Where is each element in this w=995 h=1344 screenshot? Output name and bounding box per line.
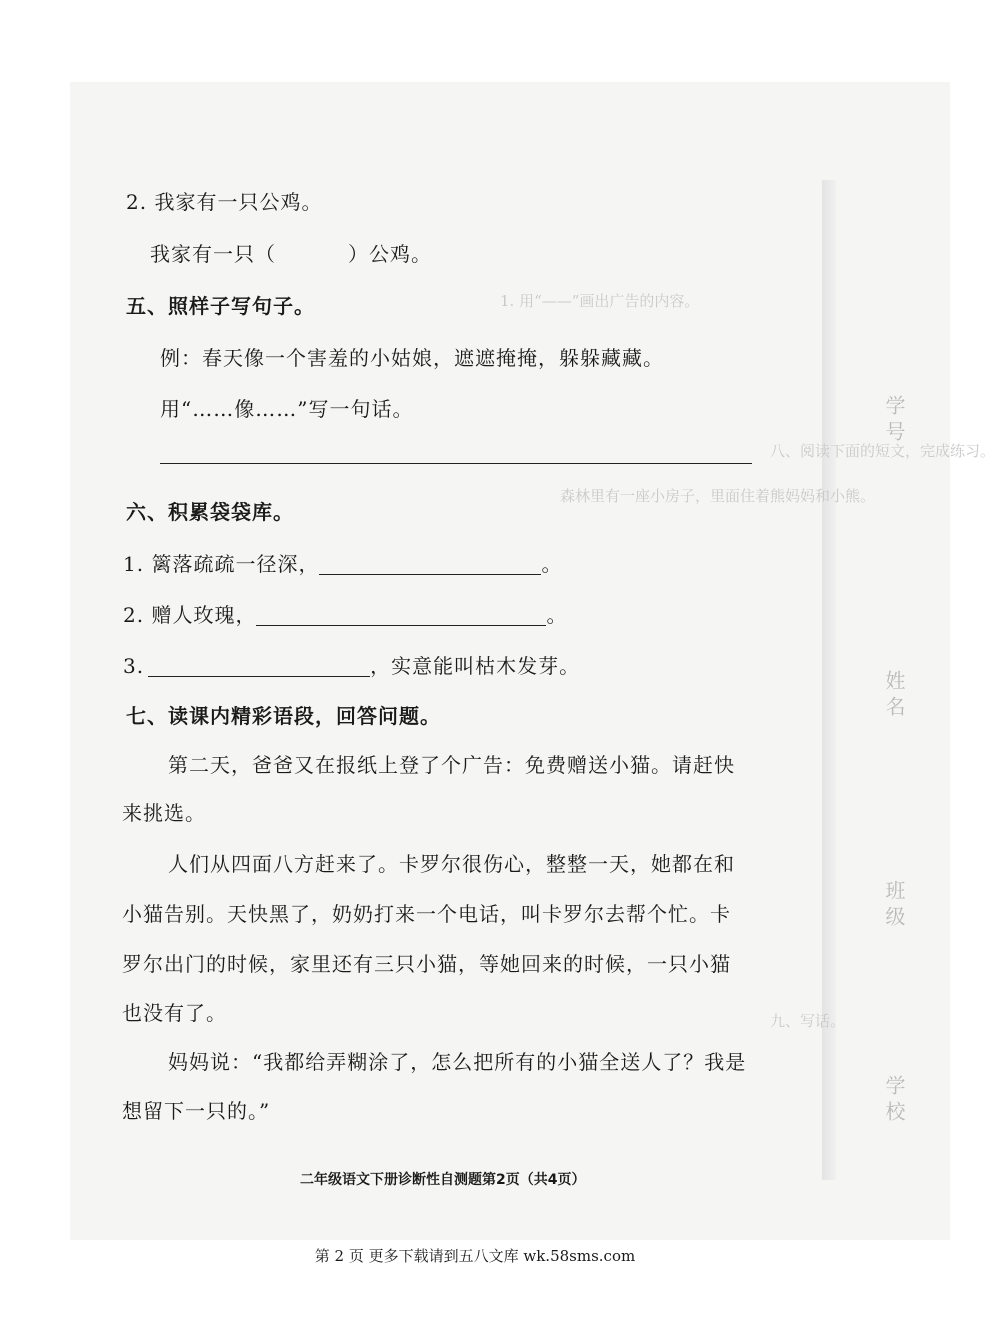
bleed-through-text: 八、阅读下面的短文，完成练习。 bbox=[770, 442, 995, 460]
bleed-through-text: 九、写话。 bbox=[770, 1012, 846, 1030]
q7-para2-line4: 也没有了。 bbox=[122, 1001, 227, 1025]
item1-end: 。 bbox=[541, 552, 563, 576]
side-label-class: 班级 bbox=[882, 880, 906, 932]
q6-item1 bbox=[123, 548, 562, 577]
item2-blank[interactable] bbox=[256, 605, 546, 626]
side-label-student-id: 学号 bbox=[882, 395, 906, 447]
item1-blank[interactable] bbox=[319, 554, 541, 575]
q7-heading: 七、读课内精彩语段，回答问题。 bbox=[126, 704, 441, 728]
item3-end: ，实意能叫枯木发芽。 bbox=[370, 654, 581, 678]
q7-para2-line2: 小猫告别。天快黑了，奶奶打来一个电话，叫卡罗尔去帮个忙。卡 bbox=[122, 902, 731, 926]
q5-instruction: 用“……像……”写一句话。 bbox=[160, 397, 414, 421]
q7-para1-line1: 第二天，爸爸又在报纸上登了个广告：免费赠送小猫。请赶快 bbox=[168, 753, 735, 777]
item2-text: 2. 赠人玫瑰， bbox=[123, 603, 257, 627]
fill-after: ）公鸡。 bbox=[348, 242, 432, 266]
q7-para3-line2: 想留下一只的。” bbox=[122, 1099, 271, 1123]
q5-heading: 五、照样子写句子。 bbox=[126, 294, 315, 318]
q5-example: 例：春天像一个害羞的小姑娘，遮遮掩掩，躲躲藏藏。 bbox=[160, 346, 664, 370]
q7-para1-line2: 来挑选。 bbox=[122, 801, 206, 825]
page-footer: 二年级语文下册诊断性自测题第2页（共4页） bbox=[300, 1172, 586, 1188]
bleed-through-text: 森林里有一座小房子，里面住着熊妈妈和小熊。 bbox=[560, 487, 876, 505]
side-label-school: 学校 bbox=[882, 1075, 906, 1127]
q6-heading: 六、积累袋袋库。 bbox=[126, 500, 294, 524]
q7-para3-line1: 妈妈说：“我都给弄糊涂了，怎么把所有的小猫全送人了？我是 bbox=[168, 1050, 747, 1074]
q6-item3 bbox=[123, 650, 580, 679]
item3-start: 3. bbox=[123, 654, 145, 678]
item1-text: 1. 篱落疏疏一径深， bbox=[123, 552, 320, 576]
side-label-name: 姓名 bbox=[882, 670, 906, 722]
fill-before: 我家有一只（ bbox=[150, 242, 276, 266]
item2-end: 。 bbox=[546, 603, 568, 627]
q5-answer-line[interactable] bbox=[160, 463, 752, 464]
q7-para2-line3: 罗尔出门的时候，家里还有三只小猫，等她回来的时候，一只小猫 bbox=[122, 952, 731, 976]
q4-item2: 2. 我家有一只公鸡。 bbox=[126, 190, 323, 214]
q6-item2 bbox=[123, 599, 567, 628]
q7-para2-line1: 人们从四面八方赶来了。卡罗尔很伤心，整整一天，她都在和 bbox=[168, 852, 735, 876]
item3-blank[interactable] bbox=[148, 656, 370, 677]
source-link[interactable]: 第 2 页 更多下载请到五八文库 wk.58sms.com bbox=[314, 1247, 636, 1265]
q4-item2-fill bbox=[150, 238, 432, 267]
bleed-through-text: 1. 用“——”画出广告的内容。 bbox=[500, 292, 700, 310]
